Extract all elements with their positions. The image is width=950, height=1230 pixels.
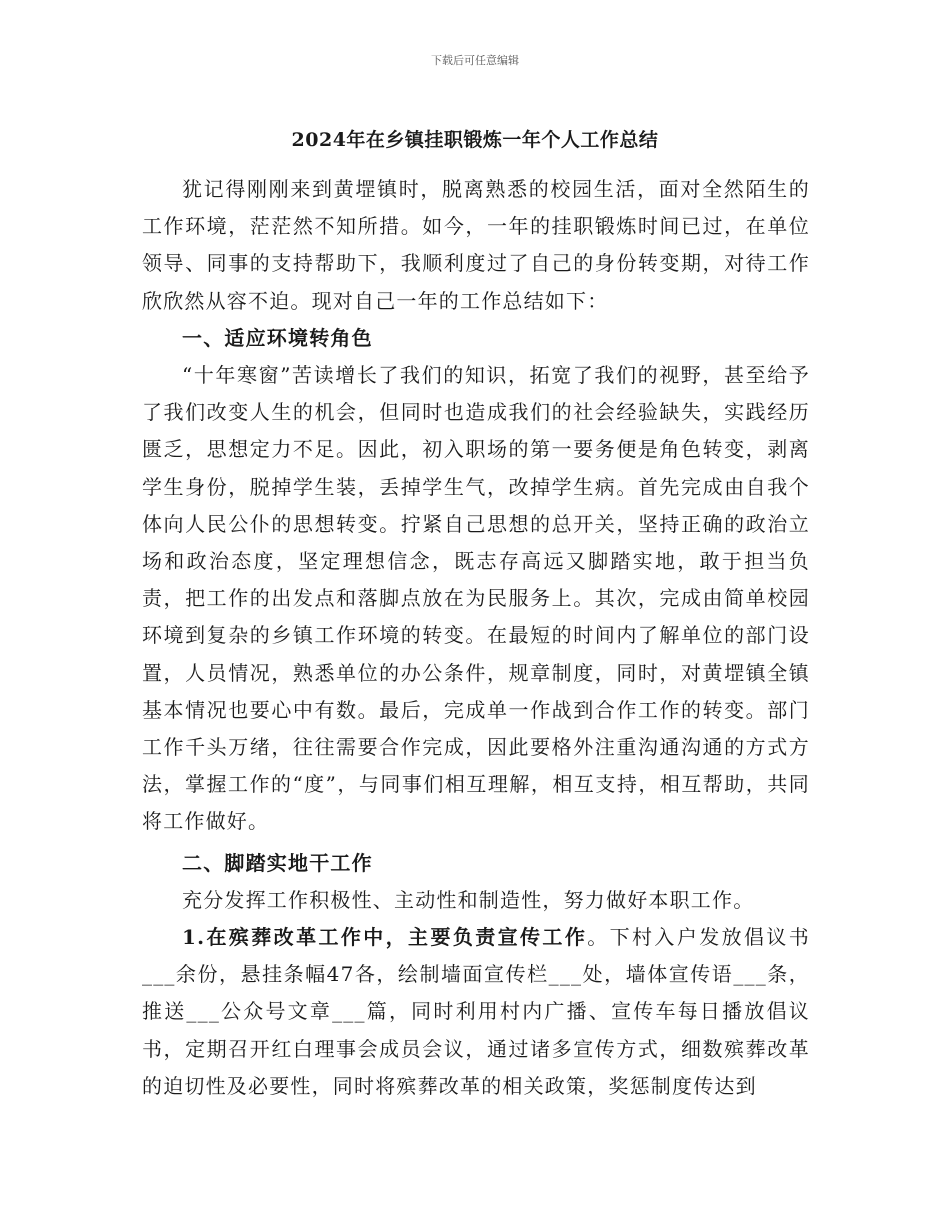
paragraph-2: 充分发挥工作积极性、主动性和制造性，努力做好本职工作。 xyxy=(182,887,755,912)
paragraph-3 xyxy=(142,919,810,1105)
paragraph-3-rest: 。下村入户发放倡议书___余份，悬挂条幅47各，绘制墙面宣传栏___处，墙体宣传语___条，推送___公众号文章___篇，同时利用村内广播、宣传车每日播放倡议书，定期召开红白理事会成员会议，通过诸多宣传方式，细数殡葬改革的迫切性及必要性，同时将殡葬改革的相关政策，奖惩制度传达到 xyxy=(142,925,811,1098)
header-note: 下载后可任意编辑 xyxy=(431,54,519,67)
document-title: 2024年在乡镇挂职锻炼一年个人工作总结 xyxy=(291,129,659,151)
paragraph-1: “十年寒窗”苦读增长了我们的知识，拓宽了我们的视野，甚至给予了我们改变人生的机会，但同时也造成我们的社会经验缺失，实践经历匮乏，思想定力不足。因此，初入职场的第一要务便是角色转变，剥离学生身份，脱掉学生装，丢掉学生气，改掉学生病。首先完成由自我个体向人民公仆的思想转变。拧紧自己思想的总开关，坚持正确的政治立场和政治态度，坚定理想信念，既志存高远又脚踏实地，敢于担当负责，把工作的出发点和落脚点放在为民服务上。其次，完成由简单校园环境到复杂的乡镇工作环境的转变。在最短的时间内了解单位的部门设置，人员情况，熟悉单位的办公条件，规章制度，同时，对黄堽镇全镇基本情况也要心中有数。最后，完成单一作战到合作工作的转变。部门工作千头万绪，往往需要合作完成，因此要格外注重沟通沟通的方式方法，掌握工作的“度”，与同事们相互理解，相互支持，相互帮助，共同将工作做好。 xyxy=(142,363,810,834)
section-heading-2: 二、脚踏实地干工作 xyxy=(182,850,373,875)
section-heading-1: 一、适应环境转角色 xyxy=(182,325,373,350)
document-body xyxy=(142,171,810,1105)
paragraph-3-lead: 1.在殡葬改革工作中，主要负责宣传工作 xyxy=(182,925,588,950)
paragraph-intro: 犹记得刚刚来到黄堽镇时，脱离熟悉的校园生活，面对全然陌生的工作环境，茫茫然不知所措。如今，一年的挂职锻炼时间已过，在单位领导、同事的支持帮助下，我顺利度过了自己的身份转变期，对待工作欣欣然从容不迫。现对自己一年的工作总结如下： xyxy=(142,177,810,313)
